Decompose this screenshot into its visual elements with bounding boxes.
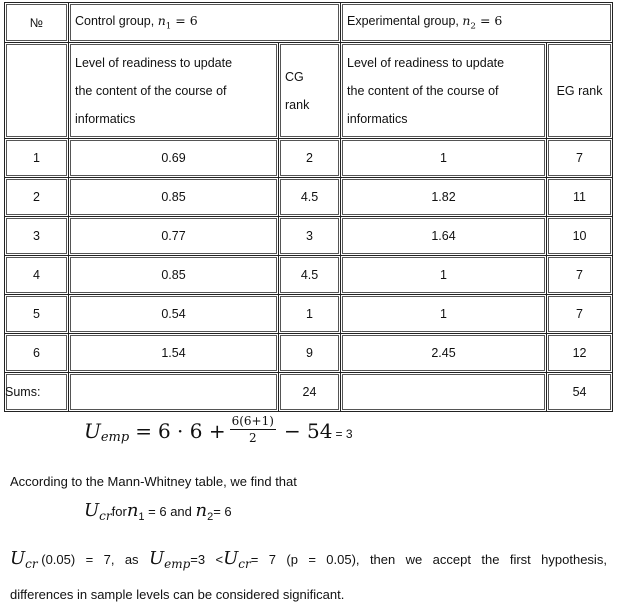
header-eg-level xyxy=(341,43,547,139)
header-eg-rank: EG rank xyxy=(547,43,613,139)
header-cg-rank xyxy=(279,43,341,139)
eg-rank-cell: 12 xyxy=(547,334,613,373)
table-sums-row xyxy=(5,373,613,412)
line3-k: 0.05), xyxy=(326,552,360,567)
eg-n: n xyxy=(462,13,471,29)
line3-g: = xyxy=(250,552,259,567)
cg-rank-cell: 2 xyxy=(279,139,341,178)
line3-h: 7 xyxy=(268,552,276,567)
formula-result: = 3 xyxy=(335,427,353,441)
ucr-u: U xyxy=(84,500,100,521)
eg-level-cell: 1 xyxy=(341,139,547,178)
cg-level-line1: Level of readiness to update xyxy=(75,55,233,70)
paragraph-ucr-for xyxy=(84,502,232,522)
fraction-denominator: 2 xyxy=(248,431,257,445)
eg-level-cell: 1.82 xyxy=(341,178,547,217)
row-num: 2 xyxy=(5,178,69,217)
eg-prefix: Experimental group, xyxy=(347,14,463,29)
eg-level-cell: 1 xyxy=(341,295,547,334)
formula-left: 6 · 6 + xyxy=(157,419,226,443)
header-experimental-group xyxy=(341,3,613,43)
line3-f: < xyxy=(215,552,224,567)
cg-rank-line1: CG xyxy=(285,69,304,84)
line3-o: the xyxy=(481,552,500,567)
formula-eq: = xyxy=(135,419,152,443)
row-num: 1 xyxy=(5,139,69,178)
header-num: № xyxy=(5,3,69,43)
cg-level-line2: the content of the course of xyxy=(75,83,227,98)
table-row xyxy=(5,178,613,217)
cg-level-cell: 0.69 xyxy=(69,139,279,178)
n2-symbol: n xyxy=(195,500,208,521)
table-column-header-row xyxy=(5,43,613,139)
line3-j: = xyxy=(308,552,316,567)
line3-u3-sub: cr xyxy=(238,557,251,571)
line3-p: first xyxy=(509,552,531,567)
sums-eg-rank: 54 xyxy=(547,373,613,412)
results-table xyxy=(4,2,613,412)
row-num: 6 xyxy=(5,334,69,373)
fraction-numerator: 6(6+1) xyxy=(231,414,274,428)
eg-level-cell: 1.64 xyxy=(341,217,547,256)
paragraph-conclusion-line2: differences in sample levels can be considered significant. xyxy=(10,587,345,602)
n1-symbol: n xyxy=(126,500,139,521)
header-cg-level xyxy=(69,43,279,139)
ucr-sub: cr xyxy=(99,509,112,523)
line3-u: U xyxy=(10,548,26,569)
formula-u-sub: emp xyxy=(100,429,130,445)
sums-eg-level-empty xyxy=(341,373,547,412)
formula-minus: − 54 xyxy=(283,419,333,443)
cg-rank-cell: 4.5 xyxy=(279,256,341,295)
header-control-group xyxy=(69,3,341,43)
paragraph-mann-whitney: According to the Mann-Whitney table, we find that xyxy=(10,474,297,489)
line3-b: = xyxy=(85,552,94,567)
row-num: 5 xyxy=(5,295,69,334)
cg-level-cell: 1.54 xyxy=(69,334,279,373)
experimental-group-label xyxy=(341,13,503,32)
cg-prefix: Control group, xyxy=(75,14,158,29)
eg-n-sub: 2 xyxy=(470,21,476,32)
line3-u3: U xyxy=(223,548,239,569)
cg-level-heading xyxy=(69,49,278,133)
eg-rank-cell: 7 xyxy=(547,295,613,334)
eg-rank-cell: 7 xyxy=(547,139,613,178)
formula-fraction xyxy=(230,414,276,446)
cg-level-cell: 0.77 xyxy=(69,217,279,256)
line3-u2-sub: emp xyxy=(164,557,191,571)
cg-level-line3: informatics xyxy=(75,111,136,126)
formula-u: U xyxy=(84,419,101,443)
n2-value: = 6 xyxy=(213,504,232,519)
cg-rank-line2: rank xyxy=(285,97,310,112)
cg-rank-cell: 4.5 xyxy=(279,178,341,217)
line3-u2: U xyxy=(148,548,165,569)
eg-level-heading xyxy=(341,49,546,133)
table-row xyxy=(5,334,613,373)
header-empty xyxy=(5,43,69,139)
n1-sub: 1 xyxy=(138,511,145,523)
cg-rank-cell: 3 xyxy=(279,217,341,256)
eg-level-line3: informatics xyxy=(347,111,408,126)
line3-e: =3 xyxy=(190,552,206,567)
eg-level-line2: the content of the course of xyxy=(347,83,499,98)
line3-a: (0.05) xyxy=(37,552,76,567)
line3-u-sub: cr xyxy=(25,557,38,571)
line3-c: 7, xyxy=(103,552,115,567)
line3-m: we xyxy=(405,552,423,567)
n2-sub: 2 xyxy=(207,511,214,523)
line3-q: hypothesis, xyxy=(541,552,607,567)
cg-level-cell: 0.54 xyxy=(69,295,279,334)
table-row xyxy=(5,295,613,334)
line3-i: (p xyxy=(286,552,298,567)
eg-level-cell: 2.45 xyxy=(341,334,547,373)
cg-level-cell: 0.85 xyxy=(69,256,279,295)
eg-level-line1: Level of readiness to update xyxy=(347,55,505,70)
eg-n-eq: = 6 xyxy=(476,13,503,29)
sums-cg-level-empty xyxy=(69,373,279,412)
eg-rank-cell: 11 xyxy=(547,178,613,217)
cg-n-sub: 1 xyxy=(165,21,172,32)
sums-cg-rank: 24 xyxy=(279,373,341,412)
row-num: 3 xyxy=(5,217,69,256)
cg-rank-cell: 1 xyxy=(279,295,341,334)
cg-rank-cell: 9 xyxy=(279,334,341,373)
paragraph-conclusion-line1 xyxy=(10,550,607,569)
u-emp-formula xyxy=(84,410,353,452)
sums-label: Sums: xyxy=(5,373,69,412)
eg-rank-cell: 10 xyxy=(547,217,613,256)
n1-value: = 6 and xyxy=(144,504,196,519)
table-group-header-row xyxy=(5,3,613,43)
eg-rank-cell: 7 xyxy=(547,256,613,295)
control-group-label xyxy=(69,13,198,32)
eg-level-cell: 1 xyxy=(341,256,547,295)
line3-n: accept xyxy=(432,552,471,567)
table-row xyxy=(5,217,613,256)
cg-n-eq: = 6 xyxy=(171,13,198,29)
ucr-for: for xyxy=(111,504,127,519)
cg-n: n xyxy=(157,13,166,29)
table-row xyxy=(5,139,613,178)
table-row xyxy=(5,256,613,295)
row-num: 4 xyxy=(5,256,69,295)
cg-level-cell: 0.85 xyxy=(69,178,279,217)
line3-d: as xyxy=(124,552,139,567)
line3-l: then xyxy=(369,552,396,567)
